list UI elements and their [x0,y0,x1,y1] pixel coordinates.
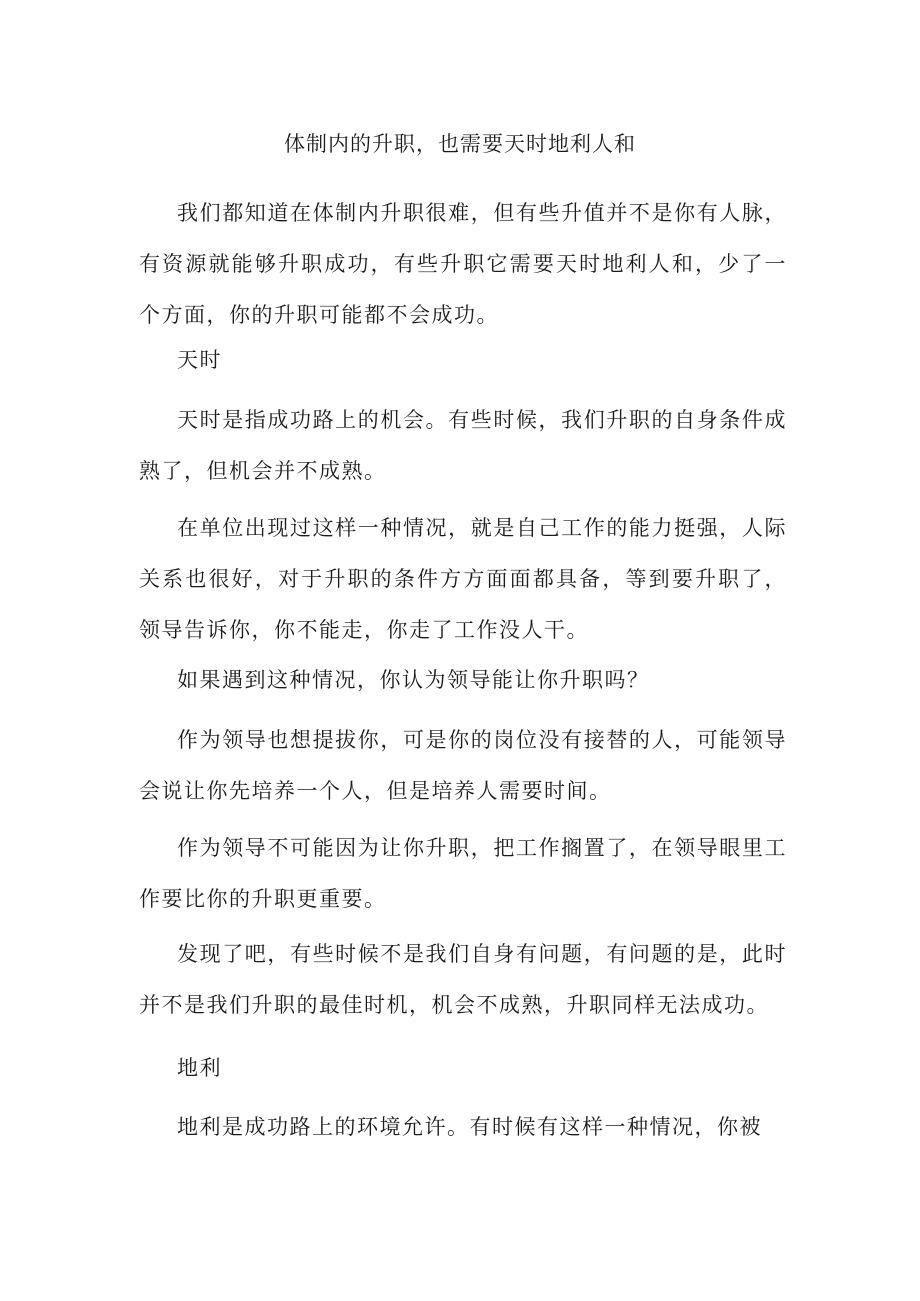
paragraph-intro: 我们都知道在体制内升职很难，但有些升值并不是你有人脉，有资源就能够升职成功，有些升职它需要天时地利人和，少了一个方面，你的升职可能都不会成功。 [139,201,787,327]
paragraph-timing: 发现了吧，有些时候不是我们自身有问题，有问题的是，此时并不是我们升职的最佳时机，机会不成熟，升职同样无法成功。 [139,942,787,1017]
paragraph-work-priority: 作为领导不可能因为让你升职，把工作搁置了，在领导眼里工作要比你的升职更重要。 [139,836,787,911]
paragraph-tianshi-definition: 天时是指成功路上的机会。有些时候，我们升职的自身条件成熟了，但机会并不成熟。 [139,408,787,483]
paragraph-leader-view: 作为领导也想提拔你，可是你的岗位没有接替的人，可能领导会说让你先培养一个人，但是培养人需要时间。 [139,728,787,803]
section-heading-dili: 地利 [177,1056,222,1080]
paragraph-question: 如果遇到这种情况，你认为领导能让你升职吗？ [177,668,650,692]
document-title: 体制内的升职，也需要天时地利人和 [284,132,636,156]
paragraph-example: 在单位出现过这样一种情况，就是自己工作的能力挺强，人际关系也很好，对于升职的条件方方面面都具备，等到要升职了，领导告诉你，你不能走，你走了工作没人干。 [139,516,787,642]
paragraph-dili-definition: 地利是成功路上的环境允许。有时候有这样一种情况，你被 [177,1115,762,1139]
section-heading-tianshi: 天时 [177,348,222,372]
